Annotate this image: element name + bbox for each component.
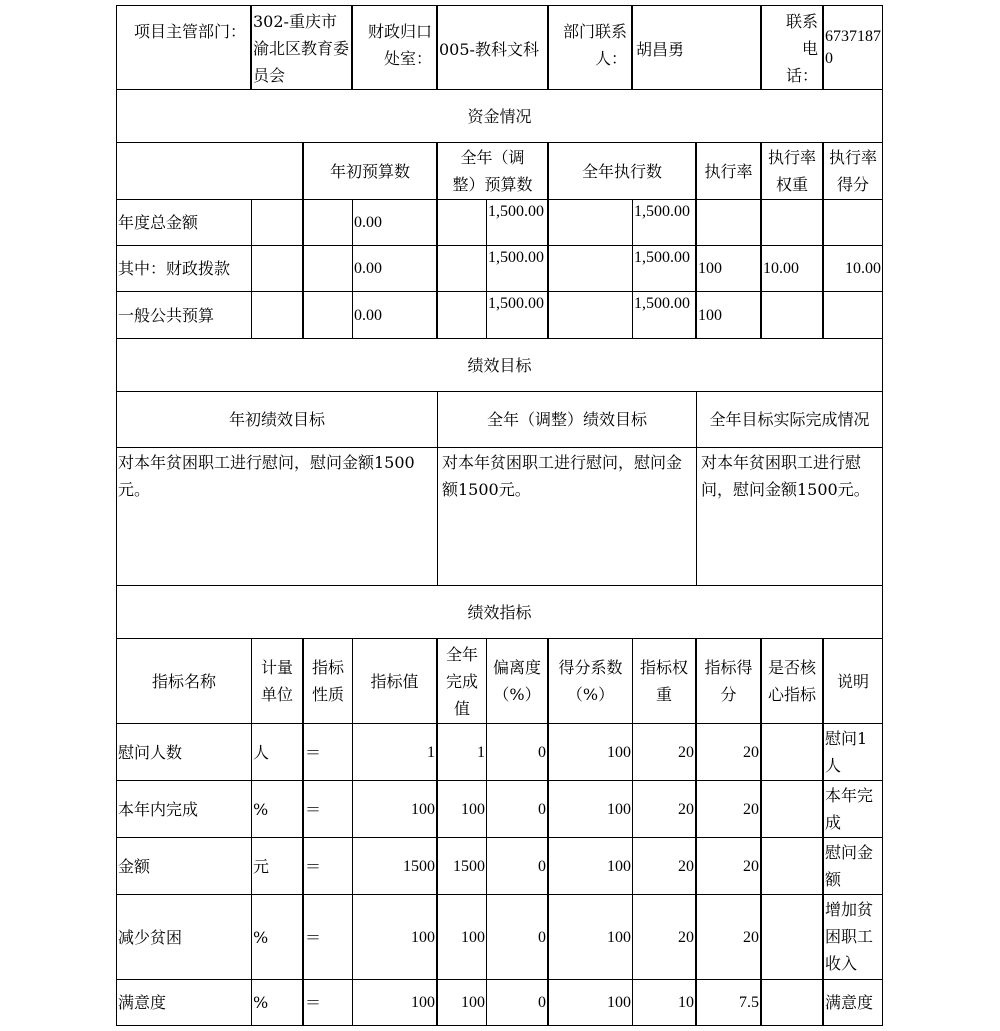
- funds-row-rate: 100: [696, 291, 761, 339]
- funds-row-weight: [761, 291, 823, 339]
- ind-row-coef: 100: [548, 780, 633, 838]
- funds-row-blank: [303, 199, 353, 246]
- ind-row-note: 增加贫困职工收入: [823, 894, 883, 980]
- funds-row-blank: [251, 291, 303, 339]
- ind-row-name: 慰问人数: [116, 723, 252, 781]
- funds-col-adjusted: 全年（调整）预算数: [437, 142, 548, 200]
- ind-row-score: 20: [696, 894, 761, 980]
- contact-label: 部门联系人：: [548, 5, 632, 90]
- ind-row-unit: 元: [251, 837, 303, 895]
- ind-row-weight: 20: [632, 837, 696, 895]
- ind-row-done: 1500: [437, 837, 487, 895]
- performance-table: [116, 5, 883, 1027]
- funds-row-executed: 1,500.00: [632, 291, 696, 339]
- ind-row-nature: ＝: [303, 979, 353, 1026]
- ind-row-name: 金额: [116, 837, 252, 895]
- ind-row-deviation: 0: [486, 780, 548, 838]
- ind-row-nature: ＝: [303, 723, 353, 781]
- funds-row-adjusted: 1,500.00: [486, 291, 548, 339]
- ind-row-value: 100: [352, 979, 437, 1026]
- ind-row-note: 慰问1人: [823, 723, 883, 781]
- ind-col-coef: 得分系数（%）: [548, 638, 633, 724]
- ind-row-core: [761, 837, 823, 895]
- phone-value: 67371870: [823, 5, 883, 90]
- funds-row-blank: [548, 245, 633, 292]
- ind-row-coef: 100: [548, 894, 633, 980]
- ind-col-name: 指标名称: [116, 638, 252, 724]
- goals-col-adjusted: 全年（调整）绩效目标: [437, 391, 697, 448]
- funds-row-blank: [303, 291, 353, 339]
- funds-row-blank: [437, 291, 487, 339]
- ind-row-deviation: 0: [486, 979, 548, 1026]
- ind-col-done: 全年完成值: [437, 638, 487, 724]
- indicators-section-title: 绩效指标: [116, 585, 883, 639]
- ind-row-score: 7.5: [696, 979, 761, 1026]
- ind-row-done: 100: [437, 894, 487, 980]
- funds-row-rate: [696, 199, 761, 246]
- ind-row-coef: 100: [548, 979, 633, 1026]
- ind-row-note: 慰问金额: [823, 837, 883, 895]
- ind-row-note: 满意度: [823, 979, 883, 1026]
- funds-row-name: 年度总金额: [116, 199, 252, 246]
- funds-header-blank: [116, 142, 303, 200]
- funds-row-blank: [548, 291, 633, 339]
- goals-col-actual: 全年目标实际完成情况: [696, 391, 883, 448]
- dept-label: 项目主管部门：: [116, 5, 251, 90]
- funds-col-weight: 执行率权重: [761, 142, 823, 200]
- funds-row-name: 一般公共预算: [116, 291, 252, 339]
- goals-actual-text: 对本年贫困职工进行慰问，慰问金额1500元。: [696, 447, 883, 586]
- funds-row-adjusted: 1,500.00: [486, 199, 548, 246]
- funds-row-executed: 1,500.00: [632, 199, 696, 246]
- ind-row-core: [761, 979, 823, 1026]
- funds-row-score: [823, 291, 883, 339]
- funds-col-executed: 全年执行数: [548, 142, 696, 200]
- funds-row-initial: 0.00: [352, 199, 437, 246]
- phone-label: 联系电话：: [761, 5, 823, 90]
- funds-row-blank: [251, 199, 303, 246]
- ind-row-unit: %: [251, 894, 303, 980]
- funds-row-adjusted: 1,500.00: [486, 245, 548, 292]
- ind-row-name: 本年内完成: [116, 780, 252, 838]
- ind-row-value: 100: [352, 780, 437, 838]
- ind-row-name: 满意度: [116, 979, 252, 1026]
- ind-row-done: 100: [437, 979, 487, 1026]
- ind-row-value: 1500: [352, 837, 437, 895]
- ind-row-nature: ＝: [303, 837, 353, 895]
- ind-row-deviation: 0: [486, 837, 548, 895]
- ind-row-score: 20: [696, 723, 761, 781]
- ind-row-value: 1: [352, 723, 437, 781]
- ind-row-core: [761, 780, 823, 838]
- funds-row-blank: [437, 199, 487, 246]
- ind-row-unit: %: [251, 780, 303, 838]
- ind-row-coef: 100: [548, 837, 633, 895]
- funds-row-initial: 0.00: [352, 291, 437, 339]
- ind-col-weight: 指标权重: [632, 638, 696, 724]
- ind-row-value: 100: [352, 894, 437, 980]
- funds-col-initial: 年初预算数: [303, 142, 437, 200]
- ind-row-done: 100: [437, 780, 487, 838]
- funds-row-weight: 10.00: [761, 245, 823, 292]
- goals-initial-text: 对本年贫困职工进行慰问，慰问金额1500元。: [116, 447, 438, 586]
- ind-row-note: 本年完成: [823, 780, 883, 838]
- ind-row-nature: ＝: [303, 894, 353, 980]
- ind-row-core: [761, 723, 823, 781]
- ind-col-unit: 计量单位: [251, 638, 303, 724]
- goals-adjusted-text: 对本年贫困职工进行慰问，慰问金额1500元。: [437, 447, 697, 586]
- funds-row-blank: [251, 245, 303, 292]
- funds-row-score: 10.00: [823, 245, 883, 292]
- ind-row-deviation: 0: [486, 723, 548, 781]
- ind-col-deviation: 偏离度（%）: [486, 638, 548, 724]
- funds-col-rate: 执行率: [696, 142, 761, 200]
- goals-section-title: 绩效目标: [116, 338, 883, 392]
- ind-col-score: 指标得分: [696, 638, 761, 724]
- funds-row-score: [823, 199, 883, 246]
- finance-label: 财政归口处室：: [352, 5, 437, 90]
- funds-row-weight: [761, 199, 823, 246]
- contact-value: 胡昌勇: [632, 5, 761, 90]
- ind-row-weight: 20: [632, 894, 696, 980]
- ind-row-coef: 100: [548, 723, 633, 781]
- funds-section-title: 资金情况: [116, 89, 883, 143]
- ind-row-weight: 20: [632, 723, 696, 781]
- ind-row-unit: %: [251, 979, 303, 1026]
- ind-row-score: 20: [696, 780, 761, 838]
- ind-row-nature: ＝: [303, 780, 353, 838]
- ind-row-deviation: 0: [486, 894, 548, 980]
- ind-row-core: [761, 894, 823, 980]
- ind-col-value: 指标值: [352, 638, 437, 724]
- ind-row-unit: 人: [251, 723, 303, 781]
- funds-row-executed: 1,500.00: [632, 245, 696, 292]
- ind-row-weight: 20: [632, 780, 696, 838]
- ind-col-note: 说明: [823, 638, 883, 724]
- finance-value: 005-教科文科: [437, 5, 548, 90]
- ind-col-nature: 指标性质: [303, 638, 353, 724]
- ind-row-done: 1: [437, 723, 487, 781]
- funds-row-initial: 0.00: [352, 245, 437, 292]
- funds-row-blank: [437, 245, 487, 292]
- funds-row-rate: 100: [696, 245, 761, 292]
- ind-col-core: 是否核心指标: [761, 638, 823, 724]
- ind-row-weight: 10: [632, 979, 696, 1026]
- goals-col-initial: 年初绩效目标: [116, 391, 438, 448]
- ind-row-name: 减少贫困: [116, 894, 252, 980]
- funds-col-score: 执行率得分: [823, 142, 883, 200]
- funds-row-blank: [548, 199, 633, 246]
- funds-row-blank: [303, 245, 353, 292]
- ind-row-score: 20: [696, 837, 761, 895]
- funds-row-name: 其中：财政拨款: [116, 245, 252, 292]
- dept-value: 302-重庆市渝北区教育委员会: [251, 5, 352, 90]
